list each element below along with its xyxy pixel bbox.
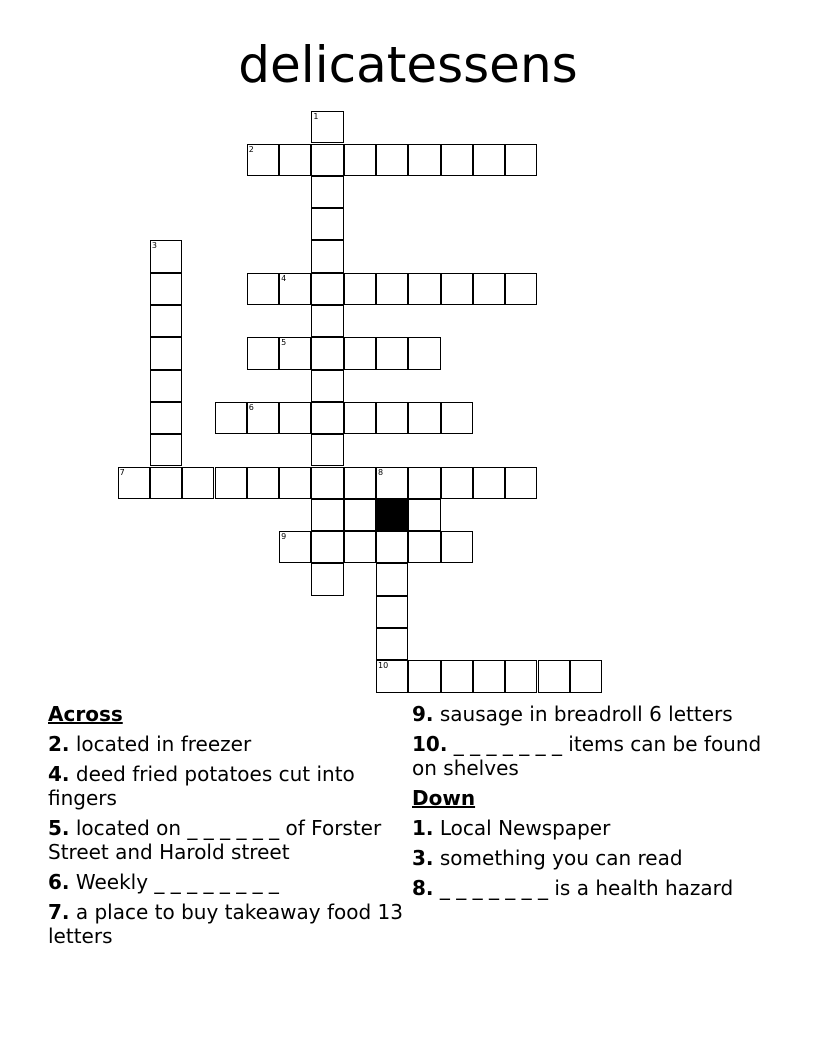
grid-cell[interactable] <box>344 531 376 563</box>
black-cell <box>376 499 408 531</box>
grid-cell[interactable] <box>473 273 505 305</box>
grid-cell[interactable] <box>441 273 473 305</box>
grid-cell[interactable] <box>505 660 537 692</box>
grid-cell[interactable] <box>408 531 440 563</box>
grid-cell[interactable] <box>311 467 343 499</box>
clue-number: 8. <box>412 876 434 900</box>
clue-number-label: 9 <box>281 532 287 542</box>
grid-cell[interactable] <box>311 434 343 466</box>
grid-cell[interactable] <box>311 273 343 305</box>
grid-cell[interactable] <box>505 144 537 176</box>
grid-cell[interactable] <box>247 402 279 434</box>
grid-cell[interactable] <box>344 337 376 369</box>
clue-number: 4. <box>48 762 70 786</box>
clue-across-5 <box>48 816 408 864</box>
grid-cell[interactable] <box>279 144 311 176</box>
clue-across-2 <box>48 732 408 756</box>
clue-text: located on _ _ _ _ _ _ of Forster Street and Harold street <box>48 816 382 864</box>
grid-cell[interactable] <box>279 467 311 499</box>
grid-cell[interactable] <box>376 273 408 305</box>
grid-cell[interactable] <box>311 111 343 143</box>
grid-cell[interactable] <box>311 531 343 563</box>
grid-cell[interactable] <box>344 499 376 531</box>
grid-cell[interactable] <box>441 402 473 434</box>
clue-text: located in freezer <box>75 732 252 756</box>
grid-cell[interactable] <box>376 144 408 176</box>
grid-cell[interactable] <box>247 144 279 176</box>
grid-cell[interactable] <box>279 337 311 369</box>
grid-cell[interactable] <box>408 402 440 434</box>
clue-text: a place to buy takeaway food 13 letters <box>48 900 404 948</box>
grid-cell[interactable] <box>311 305 343 337</box>
grid-cell[interactable] <box>344 402 376 434</box>
clue-text: deed fried potatoes cut into fingers <box>48 762 355 810</box>
grid-cell[interactable] <box>150 434 182 466</box>
grid-cell[interactable] <box>505 273 537 305</box>
clue-number-label: 6 <box>248 402 254 412</box>
grid-cell[interactable] <box>247 273 279 305</box>
clue-number: 2. <box>48 732 70 756</box>
grid-cell[interactable] <box>473 660 505 692</box>
grid-cell[interactable] <box>279 402 311 434</box>
grid-cell[interactable] <box>376 628 408 660</box>
clue-number: 1. <box>412 816 434 840</box>
grid-cell[interactable] <box>311 402 343 434</box>
grid-cell[interactable] <box>376 402 408 434</box>
clue-text: something you can read <box>439 846 683 870</box>
grid-cell[interactable] <box>473 467 505 499</box>
clue-down-3 <box>412 846 772 870</box>
grid-cell[interactable] <box>441 144 473 176</box>
clue-number: 3. <box>412 846 434 870</box>
grid-cell[interactable] <box>505 467 537 499</box>
clue-number-label: 2 <box>248 144 254 154</box>
clue-number-label: 8 <box>378 467 384 477</box>
clue-down-1 <box>412 816 772 840</box>
grid-cell[interactable] <box>279 273 311 305</box>
clue-number: 5. <box>48 816 70 840</box>
clues-left-column <box>48 702 408 954</box>
grid-cell[interactable] <box>408 144 440 176</box>
clue-number: 7. <box>48 900 70 924</box>
puzzle-title: delicatessens <box>238 36 578 94</box>
clue-across-6 <box>48 870 408 894</box>
grid-cell[interactable] <box>150 273 182 305</box>
grid-cell[interactable] <box>441 467 473 499</box>
grid-cell[interactable] <box>311 337 343 369</box>
clue-number-label: 4 <box>281 273 287 283</box>
grid-cell[interactable] <box>376 467 408 499</box>
clue-across-7 <box>48 900 408 948</box>
grid-cell[interactable] <box>376 337 408 369</box>
grid-cell[interactable] <box>441 531 473 563</box>
across-heading: Across <box>48 702 123 726</box>
grid-cell[interactable] <box>150 337 182 369</box>
clue-text: Local Newspaper <box>439 816 611 840</box>
grid-cell[interactable] <box>538 660 570 692</box>
grid-cell[interactable] <box>376 531 408 563</box>
clue-number: 9. <box>412 702 434 726</box>
grid-cell[interactable] <box>441 660 473 692</box>
grid-cell[interactable] <box>311 240 343 272</box>
grid-cell[interactable] <box>311 144 343 176</box>
grid-cell[interactable] <box>182 467 214 499</box>
grid-cell[interactable] <box>376 563 408 595</box>
grid-cell[interactable] <box>344 144 376 176</box>
grid-cell[interactable] <box>408 337 440 369</box>
down-heading: Down <box>412 786 476 810</box>
clue-text: sausage in breadroll 6 letters <box>439 702 733 726</box>
grid-cell[interactable] <box>279 531 311 563</box>
grid-cell[interactable] <box>311 208 343 240</box>
grid-cell[interactable] <box>118 467 150 499</box>
grid-cell[interactable] <box>247 467 279 499</box>
clue-text: _ _ _ _ _ _ _ items can be found on shelves <box>412 732 762 780</box>
clue-across-4 <box>48 762 408 810</box>
clue-across-9 <box>412 702 772 726</box>
grid-cell[interactable] <box>247 337 279 369</box>
grid-cell[interactable] <box>150 240 182 272</box>
grid-cell[interactable] <box>344 467 376 499</box>
clue-number: 10. <box>412 732 448 756</box>
grid-cell[interactable] <box>473 144 505 176</box>
clue-number-label: 3 <box>151 241 157 251</box>
grid-cell[interactable] <box>311 499 343 531</box>
grid-cell[interactable] <box>408 467 440 499</box>
clue-number-label: 7 <box>119 467 125 477</box>
grid-cell[interactable] <box>215 402 247 434</box>
grid-cell[interactable] <box>150 370 182 402</box>
clue-number-label: 1 <box>313 112 319 122</box>
grid-cell[interactable] <box>408 660 440 692</box>
clue-down-8 <box>412 876 772 900</box>
grid-cell[interactable] <box>408 499 440 531</box>
grid-cell[interactable] <box>215 467 247 499</box>
grid-cell[interactable] <box>311 176 343 208</box>
grid-cell[interactable] <box>150 402 182 434</box>
clue-number-label: 10 <box>378 661 389 671</box>
clue-number-label: 5 <box>281 338 287 348</box>
grid-cell[interactable] <box>150 305 182 337</box>
grid-cell[interactable] <box>311 370 343 402</box>
clue-number: 6. <box>48 870 70 894</box>
clue-text: Weekly _ _ _ _ _ _ _ _ <box>75 870 279 894</box>
clue-text: _ _ _ _ _ _ _ is a health hazard <box>439 876 734 900</box>
grid-cell[interactable] <box>376 660 408 692</box>
grid-cell[interactable] <box>570 660 602 692</box>
clues-right-column <box>412 702 772 906</box>
grid-cell[interactable] <box>311 563 343 595</box>
grid-cell[interactable] <box>344 273 376 305</box>
grid-cell[interactable] <box>376 596 408 628</box>
grid-cell[interactable] <box>408 273 440 305</box>
clue-across-10 <box>412 732 772 780</box>
grid-cell[interactable] <box>150 467 182 499</box>
